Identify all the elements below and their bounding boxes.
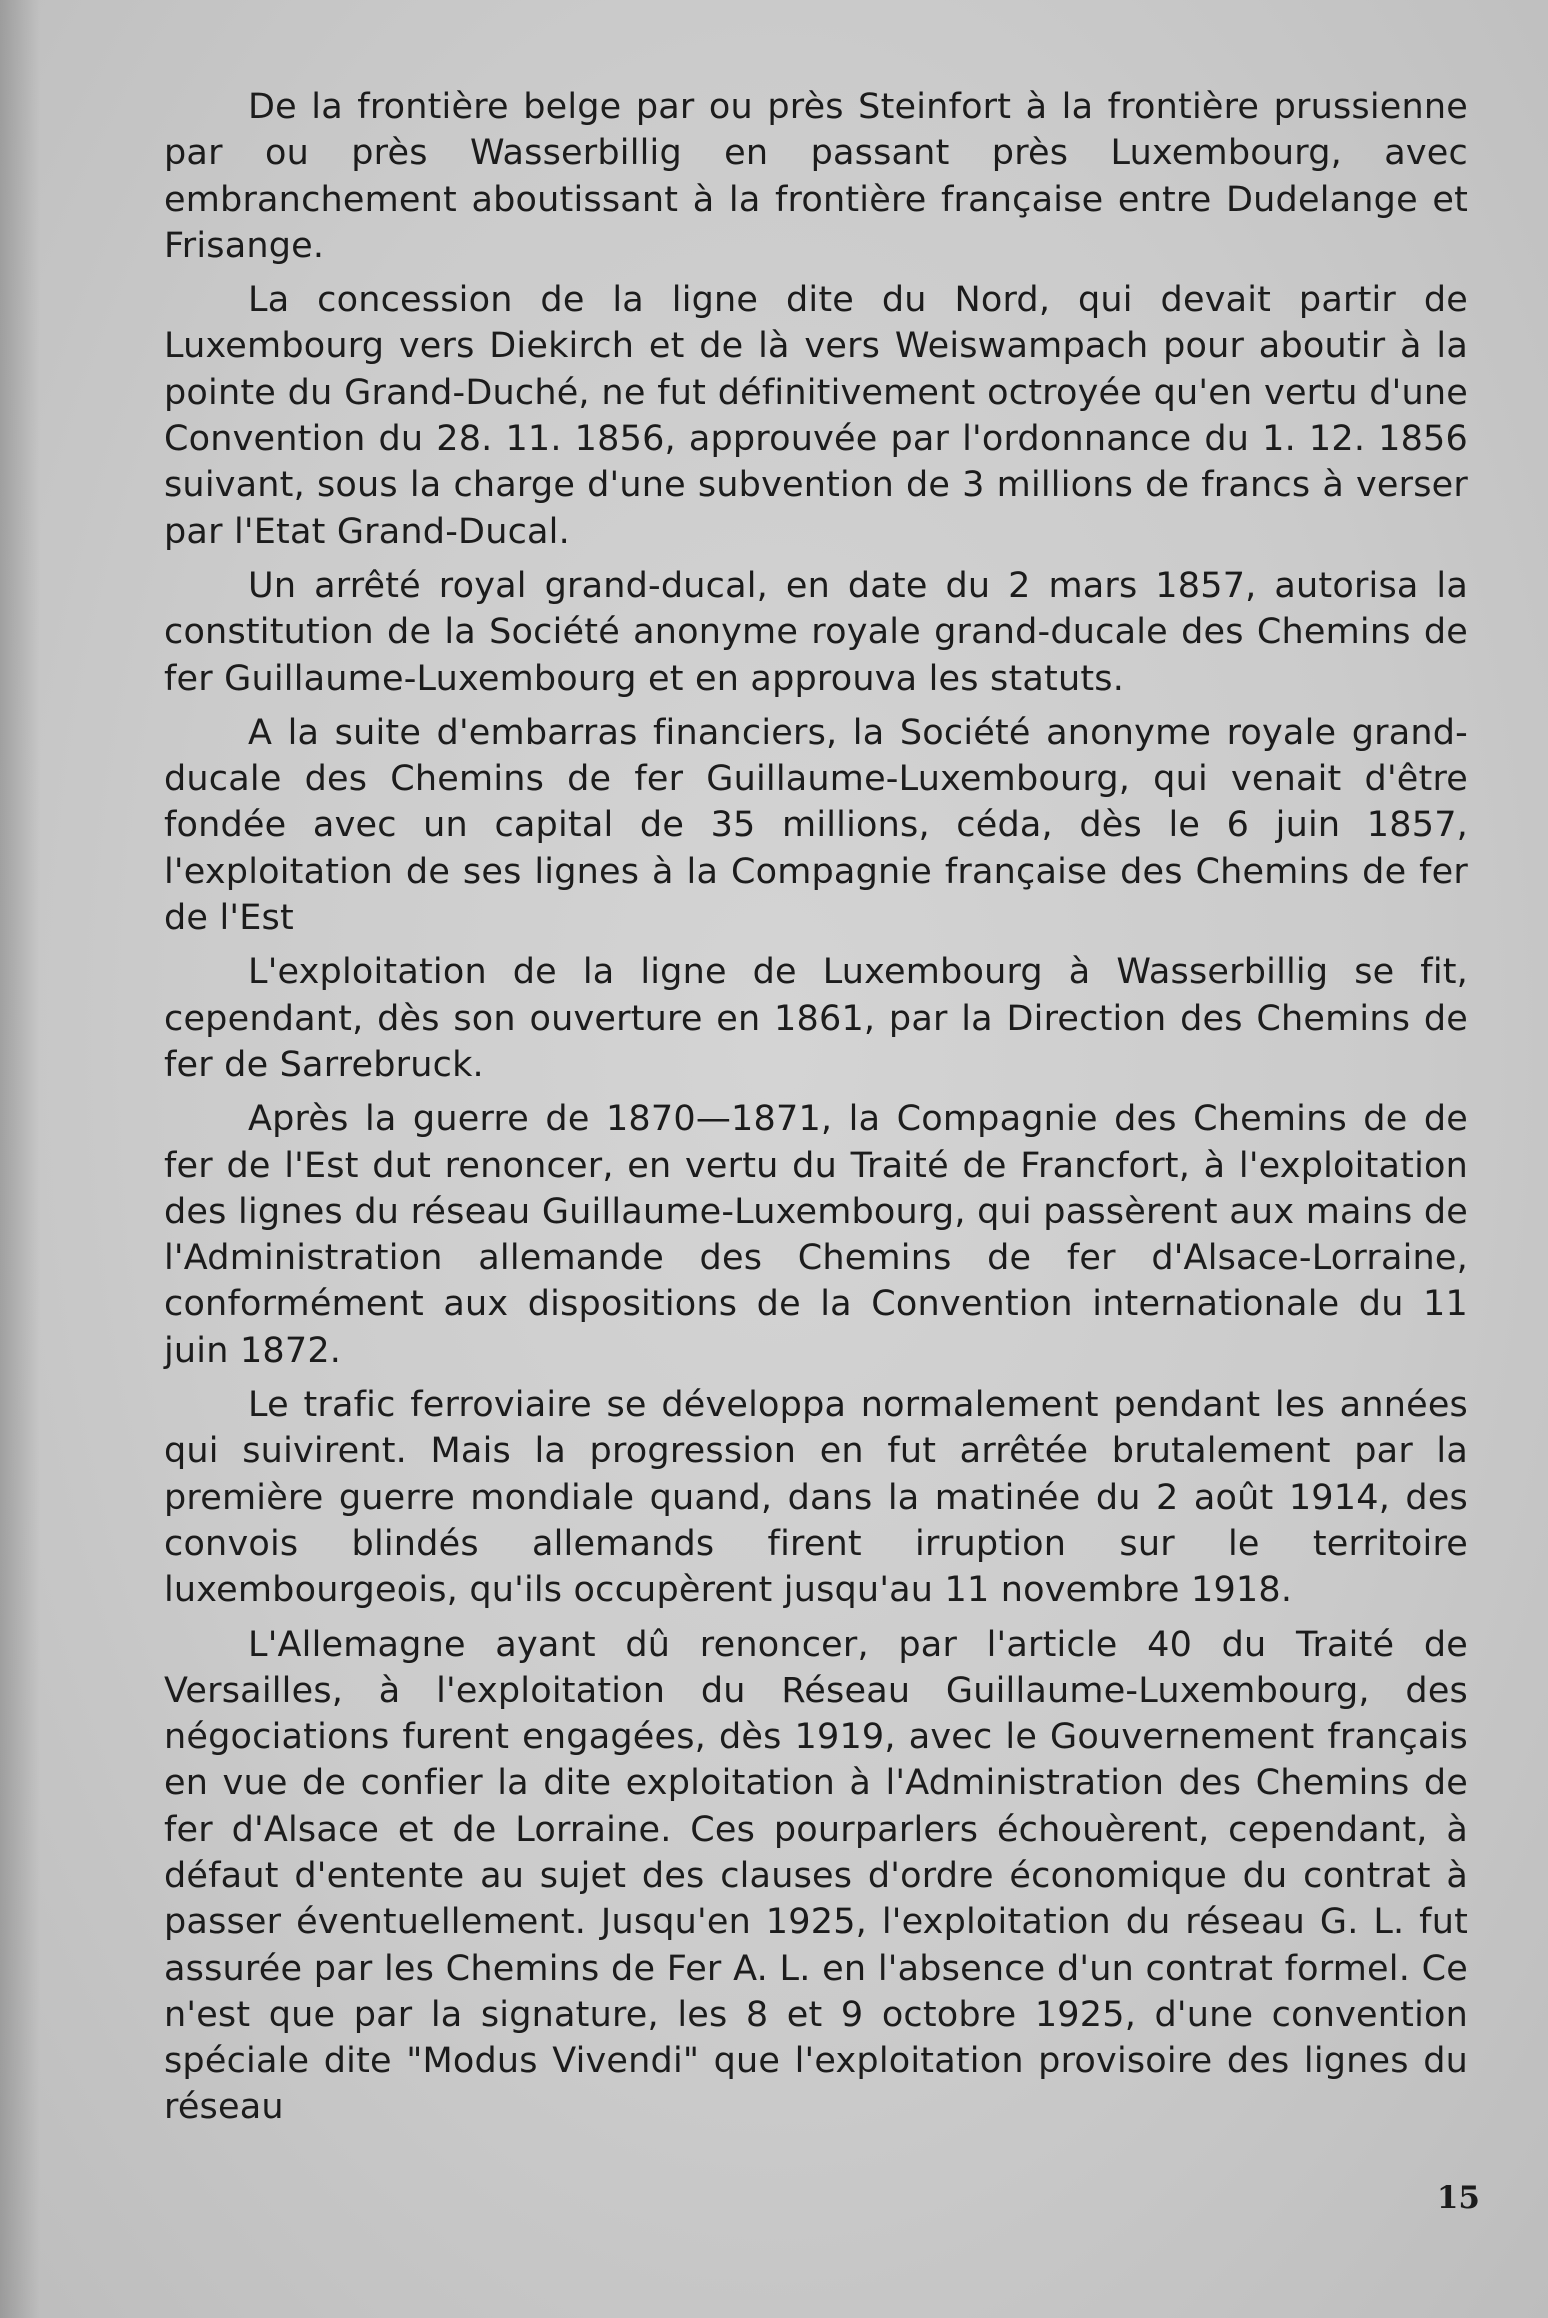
page-number: 15 bbox=[1436, 2180, 1480, 2216]
paragraph-4: A la suite d'embarras financiers, la Société anonyme royale grand-ducale des Chemins de fer Guillaume-Luxembourg, qui venait d'être fondée avec un capital de 35 millions, céda, dès le 6 juin 1857, l'exploitation de ses lignes à la Compagnie française des Chemins de fer de l'Est bbox=[164, 712, 1468, 939]
paragraph-3: Un arrêté royal grand-ducal, en date du 2 mars 1857, autorisa la constitution de la Société anonyme royale grand-ducale des Chemins de fer Guillaume-Luxembourg et en approuva les statuts. bbox=[164, 565, 1468, 699]
binding-shadow bbox=[0, 0, 40, 2318]
paragraph-1: De la frontière belge par ou près Steinfort à la frontière prussienne par ou près Wasserbillig en passant près Luxembourg, avec embranchement aboutissant à la frontière française entre Dudelange et Frisange. bbox=[164, 87, 1468, 266]
paragraph-2: La concession de la ligne dite du Nord, qui devait partir de Luxembourg vers Diekirch et de là vers Weiswampach pour aboutir à la pointe du Grand-Duché, ne fut définitivement octroyée qu'en vertu d'une Convention du 28. 11. 1856, approuvée par l'ordonnance du 1. 12. 1856 suivant, sous la charge d'une subvention de 3 millions de francs à verser par l'Etat Grand-Ducal. bbox=[164, 280, 1468, 552]
paragraph-6: Après la guerre de 1870—1871, la Compagnie des Chemins de de fer de l'Est dut renoncer, en vertu du Traité de Francfort, à l'exploitation des lignes du réseau Guillaume-Luxembourg, qui passèrent aux mains de l'Administration allemande des Chemins de fer d'Alsace-Lorraine, conformément aux dispositions de la Convention internationale du 11 juin 1872. bbox=[164, 1099, 1468, 1371]
paragraph-8: L'Allemagne ayant dû renoncer, par l'article 40 du Traité de Versailles, à l'exploitation du Réseau Guillaume-Luxembourg, des négociations furent engagées, dès 1919, avec le Gouvernement français en vue de confier la dite exploitation à l'Administration des Chemins de fer d'Alsace et de Lorraine. Ces pourparlers échouèrent, cependant, à défaut d'entente au sujet des clauses d'ordre économique du contrat à passer éventuellement. Jusqu'en 1925, l'exploitation du réseau G. L. fut assurée par les Chemins de Fer A. L. en l'absence d'un contrat formel. Ce n'est que par la signature, les 8 et 9 octobre 1925, d'une convention spéciale dite "Modus Vivendi" que l'exploitation provisoire des lignes du réseau bbox=[164, 1624, 1468, 2128]
paragraph-7: Le trafic ferroviaire se développa normalement pendant les années qui suivirent. Mais la progression en fut arrêtée brutalement par la première guerre mondiale quand, dans la matinée du 2 août 1914, des convois blindés allemands firent irruption sur le territoire luxembourgeois, qu'ils occupèrent jusqu'au 11 novembre 1918. bbox=[164, 1385, 1468, 1611]
paragraph-5: L'exploitation de la ligne de Luxembourg à Wasserbillig se fit, cependant, dès son ouverture en 1861, par la Direction des Chemins de fer de Sarrebruck. bbox=[164, 952, 1468, 1085]
body-text bbox=[164, 84, 1468, 2139]
